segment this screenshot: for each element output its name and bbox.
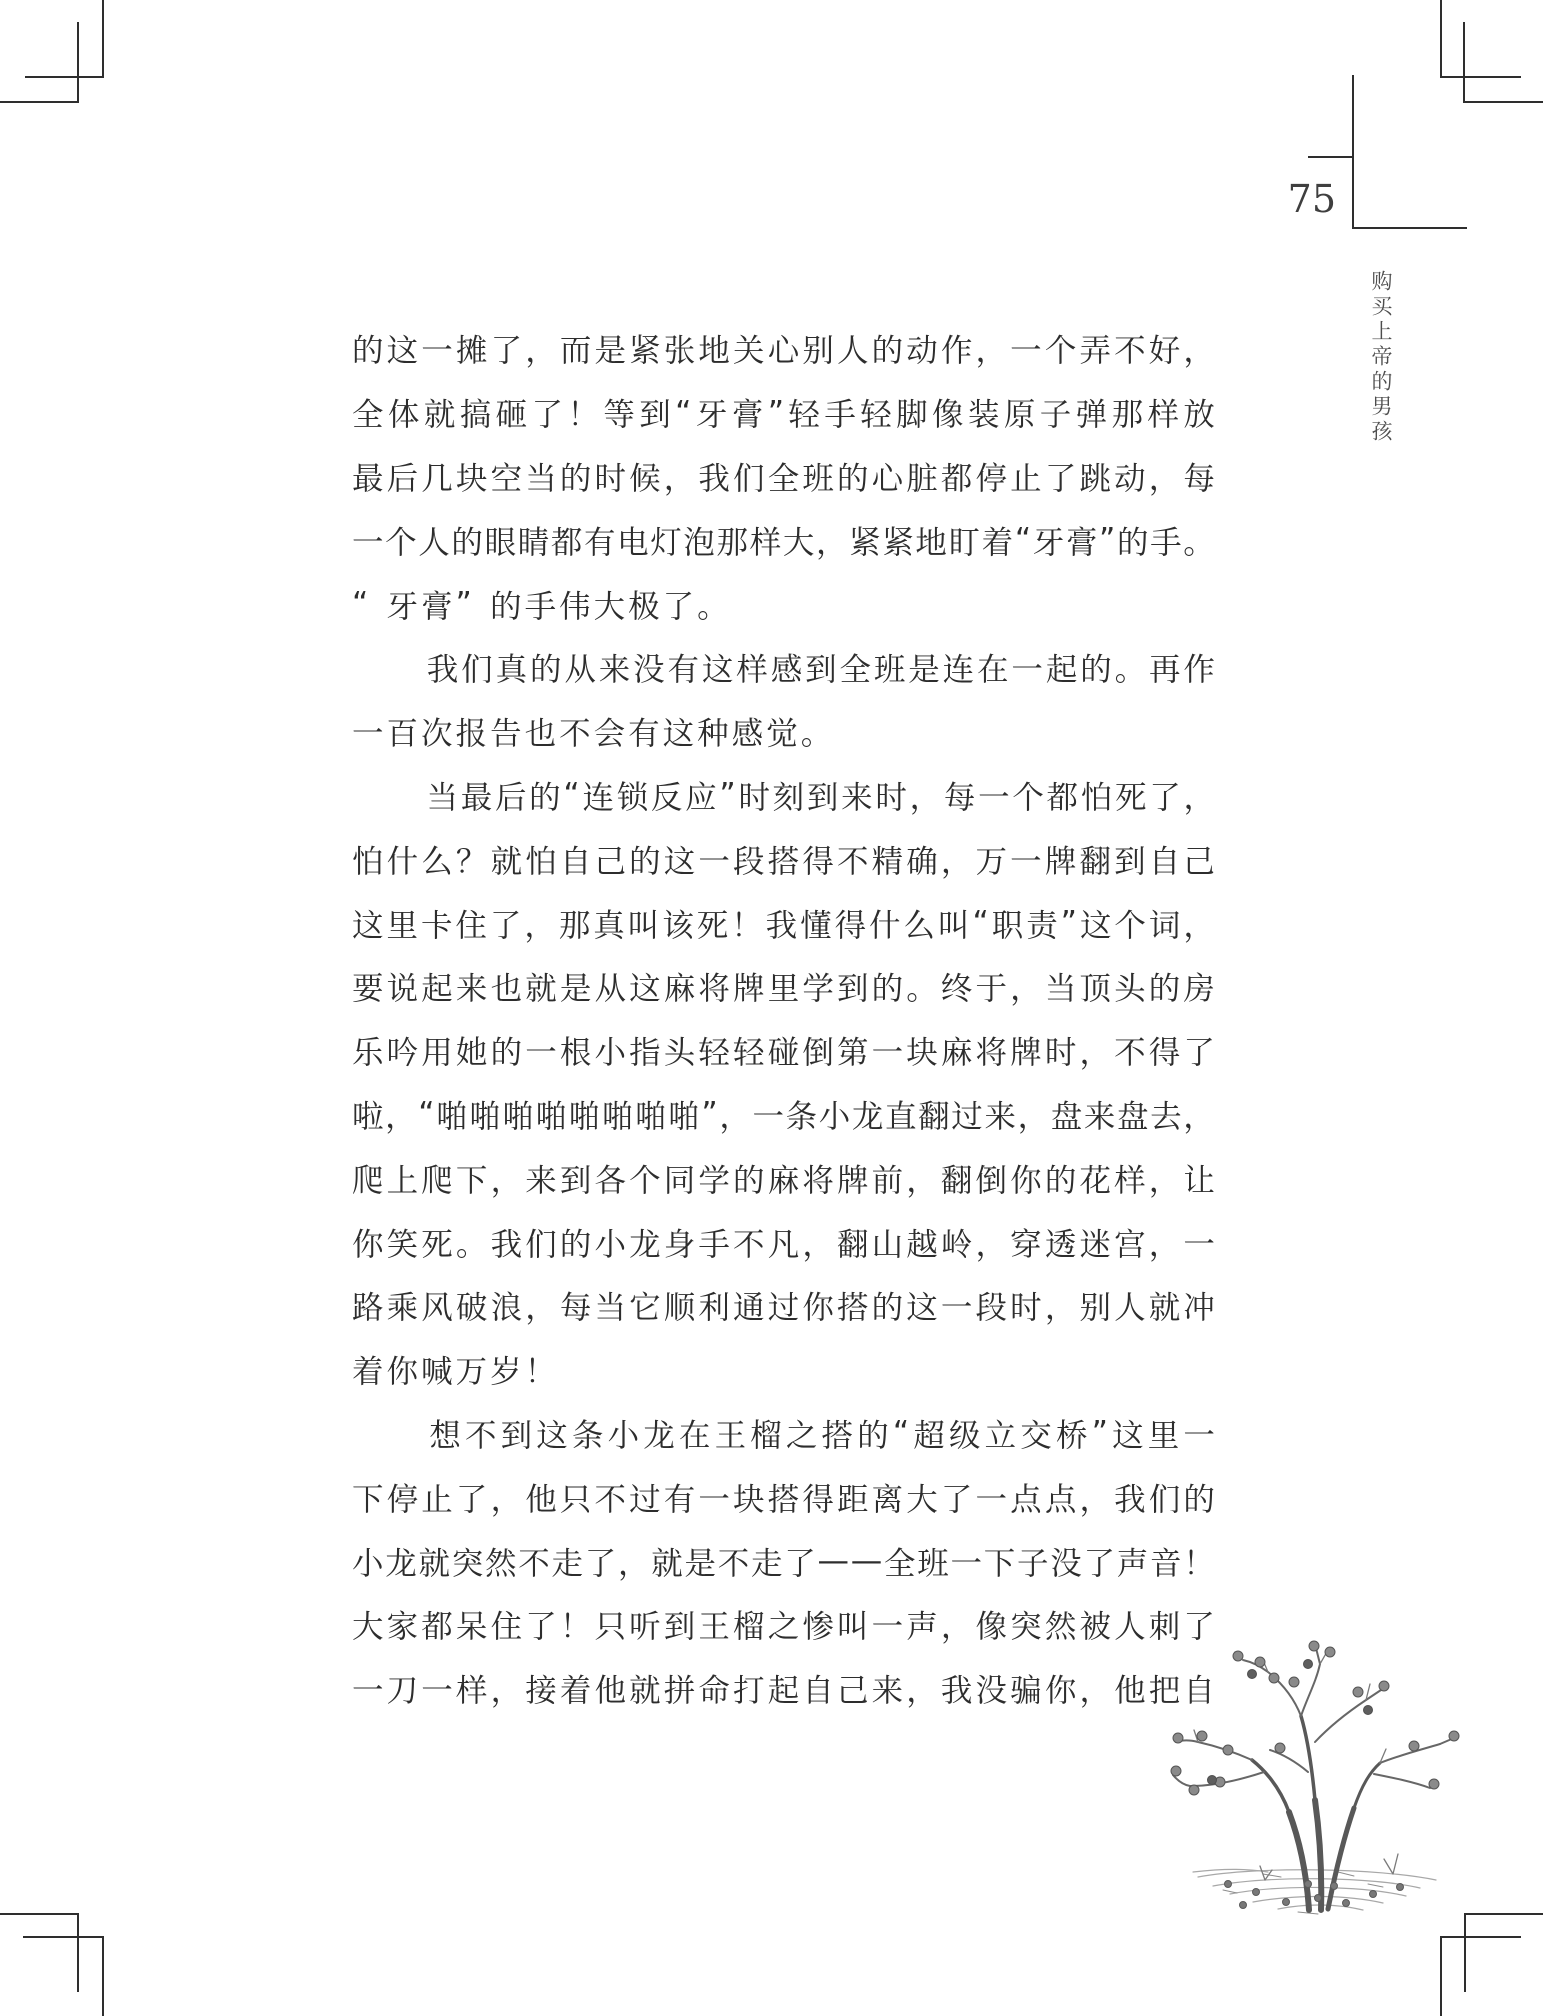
text-line: 大 家 都 呆 住 了 ！ 只 听 到 王 榴 之 惨 叫 一 声 ， 像 突 然 被 人 刺 了 (352, 1609, 1215, 1646)
crop-mark-top-left (25, 76, 104, 78)
crop-mark-bottom-right (1440, 1936, 1521, 1938)
crop-mark-bottom-left (102, 1936, 104, 2016)
page-number: 75 (1287, 177, 1336, 221)
text-line: 爬 上 爬 下 ， 来 到 各 个 同 学 的 麻 将 牌 前 ， 翻 倒 你 的 花 样 ， 让 (352, 1162, 1215, 1199)
text-line: 一 个 人 的 眼 睛 都 有 电 灯 泡 那 样 大 ， 紧 紧 地 盯 着 “ 牙 膏 ” 的 手 。 (352, 522, 1215, 561)
text-line: 我 们 真 的 从 来 没 有 这 样 感 到 全 班 是 连 在 一 起 的 。 再 作 (426, 652, 1215, 689)
crop-mark-bottom-left (23, 1936, 104, 1938)
crop-mark-top-right (1463, 22, 1465, 103)
text-line: 怕 什 么 ？ 就 怕 自 己 的 这 一 段 搭 得 不 精 确 ， 万 一 牌 翻 到 自 己 (352, 843, 1215, 880)
text-line: 最 后 几 块 空 当 的 时 候 ， 我 们 全 班 的 心 脏 都 停 止 了 跳 动 ， 每 (352, 460, 1215, 497)
text-line: 全 体 就 搞 砸 了 ！ 等 到 “ 牙 膏 ” 轻 手 轻 脚 像 装 原 子 弹 那 样 放 (352, 394, 1215, 434)
body-text (352, 317, 1215, 1721)
text-line: 要 说 起 来 也 就 是 从 这 麻 将 牌 里 学 到 的 。 终 于 ， 当 顶 头 的 房 (352, 971, 1215, 1008)
text-line: 当 最 后 的 “ 连 锁 反 应 ” 时 刻 到 来 时 ， 每 一 个 都 怕 死 了 ， (426, 777, 1215, 816)
header-ornament-horizontal-rule (1352, 227, 1467, 229)
book-title-vertical: 购买上帝的男孩 (1369, 270, 1393, 445)
text-line: 你 笑 死 。 我 们 的 小 龙 身 手 不 凡 ， 翻 山 越 岭 ， 穿 透 迷 宫 ， 一 (352, 1226, 1215, 1263)
crop-mark-bottom-right (1464, 1913, 1466, 1992)
crop-mark-top-right (1463, 101, 1543, 103)
header-ornament-vertical-rule (1352, 75, 1354, 229)
text-line: 路 乘 风 破 浪 ， 每 当 它 顺 利 通 过 你 搭 的 这 一 段 时 ， 别 人 就 冲 (352, 1290, 1215, 1327)
text-line: “ 牙 膏 ” 的 手 伟 大 极 了 。 (352, 586, 729, 625)
crop-mark-top-right (1440, 0, 1442, 78)
text-line: 一 百 次 报 告 也 不 会 有 这 种 感 觉 。 (352, 716, 833, 753)
text-line: 这 里 卡 住 了 ， 那 真 叫 该 死 ！ 我 懂 得 什 么 叫 “ 职 责 ” 这 个 词 ， (352, 905, 1215, 944)
text-line: 的 这 一 摊 了 ， 而 是 紧 张 地 关 心 别 人 的 动 作 ， 一 个 弄 不 好 ， (352, 333, 1215, 370)
header-ornament-tick (1308, 156, 1354, 158)
crop-mark-top-right (1440, 76, 1521, 78)
text-line: 想 不 到 这 条 小 龙 在 王 榴 之 搭 的 “ 超 级 立 交 桥 ” 这 里 一 (429, 1415, 1215, 1454)
text-line: 着 你 喊 万 岁 ！ (352, 1354, 557, 1391)
text-line: 啦 ， “ 啪 啪 啪 啪 啪 啪 啪 啪 ” ， 一 条 小 龙 直 翻 过 来 ， 盘 来 盘 去 ， (352, 1096, 1215, 1135)
text-line: 下 停 止 了 ， 他 只 不 过 有 一 块 搭 得 距 离 大 了 一 点 点 ， 我 们 的 (352, 1481, 1215, 1518)
crop-mark-bottom-right (1464, 1913, 1543, 1915)
text-line: 小 龙 就 突 然 不 走 了 ， 就 是 不 走 了 — — 全 班 一 下 子 没 了 声 音 ！ (352, 1543, 1215, 1582)
tree-illustration (1168, 1622, 1468, 1922)
crop-mark-top-left (0, 101, 79, 103)
text-line: 一 刀 一 样 ， 接 着 他 就 拼 命 打 起 自 己 来 ， 我 没 骗 你 ， 他 把 自 (352, 1673, 1215, 1710)
text-line: 乐 吟 用 她 的 一 根 小 指 头 轻 轻 碰 倒 第 一 块 麻 将 牌 时 ， 不 得 了 (352, 1035, 1215, 1072)
crop-mark-bottom-right (1440, 1936, 1442, 2016)
crop-mark-bottom-left (77, 1913, 79, 1992)
crop-mark-bottom-left (0, 1913, 79, 1915)
crop-mark-top-left (102, 0, 104, 78)
crop-mark-top-left (77, 22, 79, 103)
